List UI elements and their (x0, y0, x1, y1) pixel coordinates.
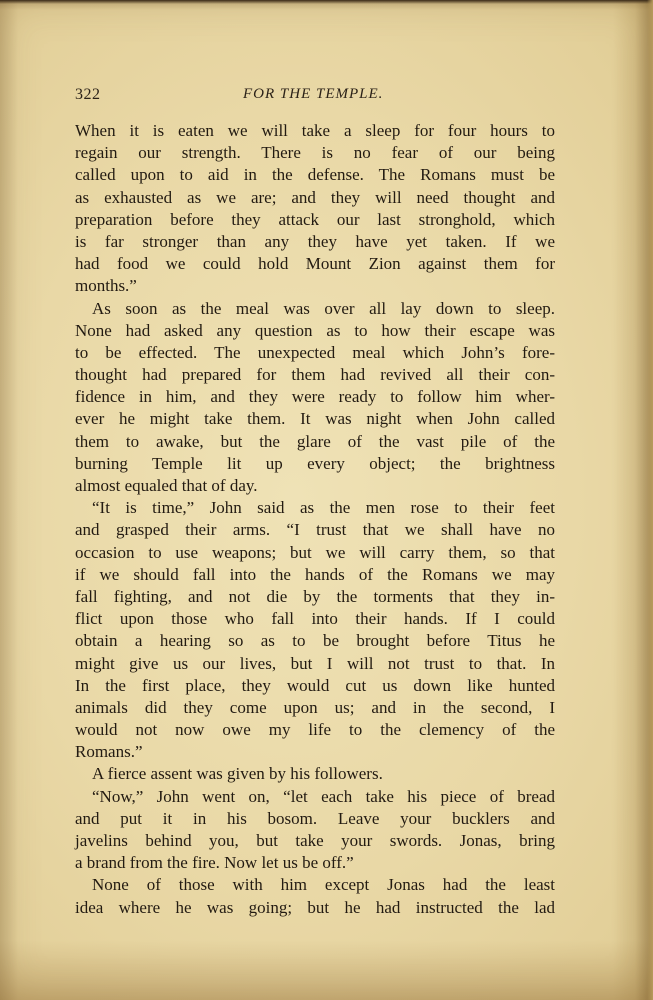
text-line: In the first place, they would cut us down like hunted (75, 675, 555, 695)
running-title: FOR THE TEMPLE. (243, 86, 384, 102)
text-line: months.” (75, 276, 137, 296)
text-line: a brand from the fire. Now let us be off.” (75, 853, 354, 873)
text-line: A fierce assent was given by his followers. (92, 764, 383, 784)
page-top-shadow (0, 0, 653, 4)
text-line: javelins behind you, but take your swords. Jonas, bring (75, 831, 555, 850)
text-line: When it is eaten we will take a sleep for four hours to (75, 121, 555, 140)
page-right-edge (647, 0, 653, 1000)
page-number: 322 (75, 86, 101, 103)
text-line: had food we could hold Mount Zion against them for (75, 254, 555, 274)
text-line: preparation before they attack our last stronghold, which (75, 209, 555, 229)
text-line: ever he might take them. It was night when John called (75, 409, 555, 429)
text-line: idea where he was going; but he had instructed the lad (75, 897, 555, 917)
text-line: As soon as the meal was over all lay down to sleep. (92, 298, 555, 318)
text-line: to be effected. The unexpected meal which John’s fore- (75, 342, 555, 362)
text-line: would not now owe my life to the clemency of the (75, 720, 555, 740)
text-line: thought had prepared for them had revived all their con- (75, 365, 555, 385)
text-line: Romans.” (75, 742, 143, 762)
text-line: as exhausted as we are; and they will need thought and (75, 187, 555, 207)
text-line: called upon to aid in the defense. The Romans must be (75, 165, 555, 185)
text-line: None of those with him except Jonas had the least (92, 875, 555, 895)
text-line: fall fighting, and not die by the torments that they in- (75, 586, 555, 606)
text-line: and grasped their arms. “I trust that we shall have no (75, 520, 555, 540)
text-line: occasion to use weapons; but we will carry them, so that (75, 542, 555, 562)
text-line: burning Temple lit up every object; the brightness (75, 453, 555, 473)
page-header (75, 86, 555, 112)
text-line: “Now,” John went on, “let each take his piece of bread (92, 786, 555, 806)
text-line: animals did they come upon us; and in the second, I (75, 697, 555, 717)
text-line: None had asked any question as to how their escape was (75, 320, 555, 340)
text-line: might give us our lives, but I will not trust to that. In (75, 653, 555, 673)
text-line: and put it in his bosom. Leave your bucklers and (75, 808, 555, 828)
text-line: “It is time,” John said as the men rose to their feet (92, 498, 555, 518)
text-line: almost equaled that of day. (75, 476, 258, 495)
text-line: obtain a hearing so as to be brought before Titus he (75, 631, 555, 651)
text-line: them to awake, but the glare of the vast pile of the (75, 431, 555, 451)
text-line: fidence in him, and they were ready to follow him wher- (75, 387, 555, 407)
text-line: is far stronger than any they have yet taken. If we (75, 231, 555, 251)
text-line: regain our strength. There is no fear of our being (75, 143, 555, 163)
body-text (75, 120, 555, 919)
text-line: if we should fall into the hands of the Romans we may (75, 564, 555, 584)
text-line: flict upon those who fall into their hands. If I could (75, 609, 555, 629)
